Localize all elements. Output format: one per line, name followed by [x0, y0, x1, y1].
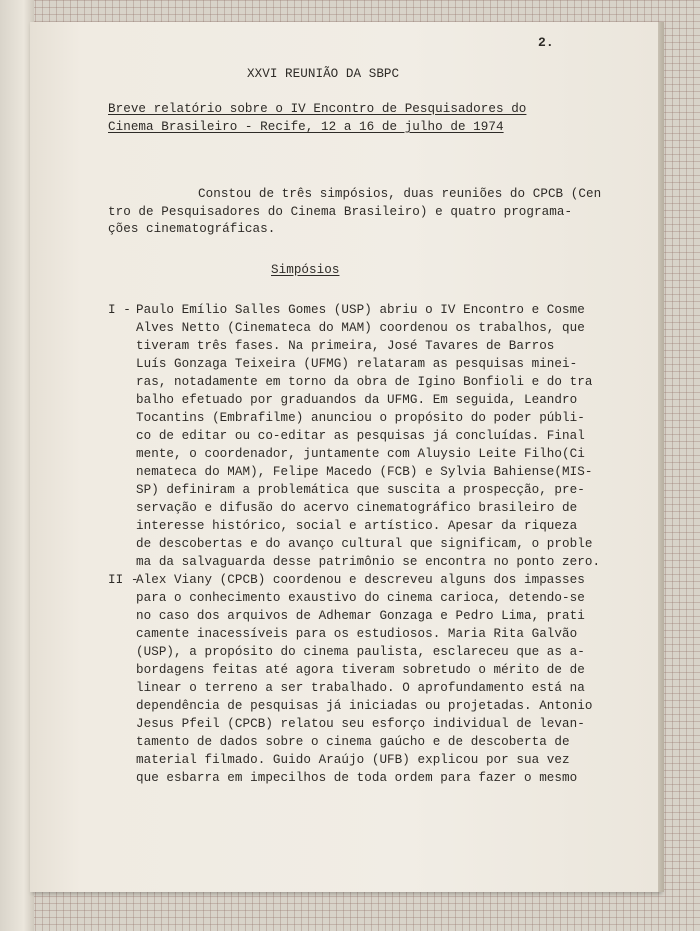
- item-body: [136, 573, 656, 793]
- intro-line-2: tro de Pesquisadores do Cinema Brasileiro) e quatro programa-: [108, 205, 573, 219]
- page-edge: [658, 22, 664, 892]
- item-line: Paulo Emílio Salles Gomes (USP) abriu o IV Encontro e Cosme: [136, 303, 585, 317]
- item-body: [136, 303, 656, 573]
- item-line: que esbarra em impecilhos de toda ordem para fazer o mesmo: [136, 771, 578, 785]
- item-numeral: II -: [108, 573, 139, 587]
- item-line: ras, notadamente em torno da obra de Igino Bonfioli e do tra: [136, 375, 593, 389]
- item-line: (USP), a propósito do cinema paulista, esclareceu que as a-: [136, 645, 585, 659]
- item-line: bordagens feitas até agora tiveram sobretudo o mérito de de: [136, 663, 585, 677]
- item-line: de descobertas e do avanço cultural que significam, o proble: [136, 537, 593, 551]
- item-line: SP) definiram a problemática que suscita a prospecção, pre-: [136, 483, 585, 497]
- item-line: para o conhecimento exaustivo do cinema carioca, detendo-se: [136, 591, 585, 605]
- item-line: linear o terreno a ser trabalhado. O aprofundamento está na: [136, 681, 585, 695]
- item-line: mente, o coordenador, juntamente com Aluysio Leite Filho(Ci: [136, 447, 585, 461]
- page-number: 2.: [538, 35, 554, 50]
- item-line: Jesus Pfeil (CPCB) relatou seu esforço individual de levan-: [136, 717, 585, 731]
- item-line: nemateca do MAM), Felipe Macedo (FCB) e Sylvia Bahiense(MIS-: [136, 465, 593, 479]
- item-line: Tocantins (Embrafilme) anunciou o propósito do poder públi-: [136, 411, 585, 425]
- item-line: material filmado. Guido Araújo (UFB) explicou por sua vez: [136, 753, 570, 767]
- item-line: Luís Gonzaga Teixeira (UFMG) relataram as pesquisas minei-: [136, 357, 578, 371]
- item-line: servação e difusão do acervo cinematográfico brasileiro de: [136, 501, 578, 515]
- item-line: Alex Viany (CPCB) coordenou e descreveu alguns dos impasses: [136, 573, 585, 587]
- item-line: no caso dos arquivos de Adhemar Gonzaga e Pedro Lima, prati: [136, 609, 585, 623]
- item-line: Alves Netto (Cinemateca do MAM) coordenou os trabalhos, que: [136, 321, 585, 335]
- item-line: tamento de dados sobre o cinema gaúcho e de descoberta de: [136, 735, 570, 749]
- intro-line-1: Constou de três simpósios, duas reuniões do CPCB (Cen: [198, 187, 602, 201]
- item-line: dependência de pesquisas já iniciadas ou projetadas. Antonio: [136, 699, 593, 713]
- report-title-line-1: Breve relatório sobre o IV Encontro de Pesquisadores do: [108, 102, 527, 116]
- item-line: balho efetuado por graduandos da UFMG. Em seguida, Leandro: [136, 393, 578, 407]
- item-line: co de editar ou co-editar as pesquisas já concluídas. Final: [136, 429, 585, 443]
- item-line: ma da salvaguarda desse patrimônio se encontra no ponto zero.: [136, 555, 601, 569]
- report-title-line-2: Cinema Brasileiro - Recife, 12 a 16 de julho de 1974: [108, 120, 504, 134]
- item-line: camente inacessíveis para os estudiosos. Maria Rita Galvão: [136, 627, 578, 641]
- document-header: XXVI REUNIÃO DA SBPC: [247, 67, 400, 81]
- item-line: tiveram três fases. Na primeira, José Tavares de Barros: [136, 339, 555, 353]
- intro-line-3: ções cinematográficas.: [108, 222, 276, 236]
- previous-page-edge: [0, 0, 34, 931]
- item-line: interesse histórico, social e artístico. Apesar da riqueza: [136, 519, 578, 533]
- section-heading: Simpósios: [271, 263, 340, 277]
- item-numeral: I -: [108, 303, 131, 317]
